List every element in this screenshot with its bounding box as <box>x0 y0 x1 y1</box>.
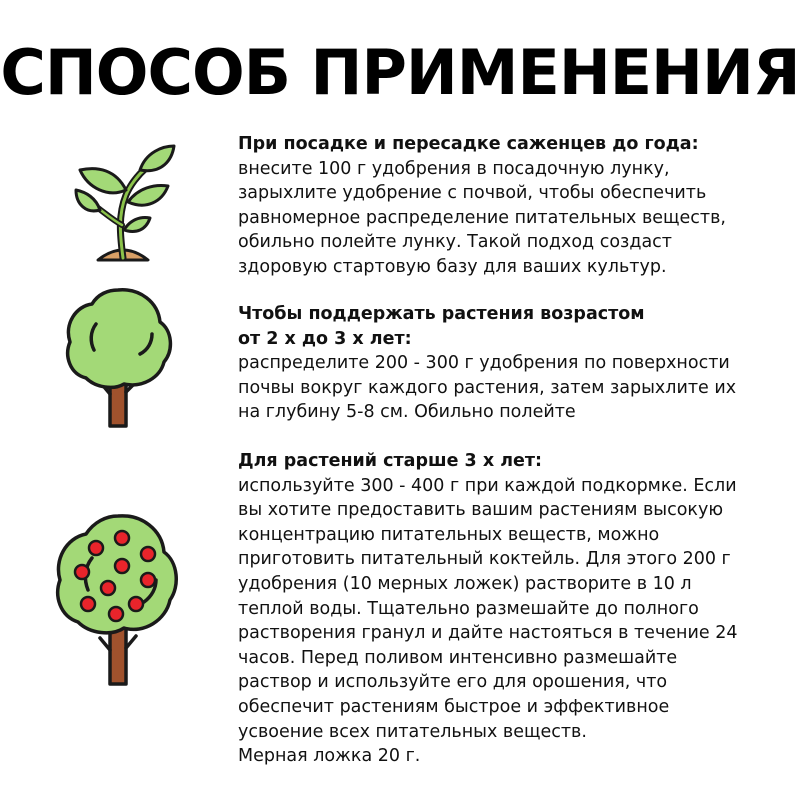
section-planting-seedlings <box>238 132 768 280</box>
body-line: концентрацию питательных веществ, можно <box>238 524 660 545</box>
body-line: раствор и используйте его для орошения, что <box>238 672 668 693</box>
tree-icon <box>60 284 176 432</box>
section-heading <box>238 449 768 474</box>
body-line: почвы вокруг каждого растения, затем зарыхлите их <box>238 377 737 398</box>
body-line: приготовить питательный коктейль. Для этого 200 г <box>238 549 731 570</box>
body-line: на глубину 5-8 см. Обильно полейте <box>238 402 576 423</box>
seedling-icon <box>68 140 178 265</box>
section-body <box>238 474 768 769</box>
body-line: здоровую стартовую базу для ваших культур. <box>238 256 667 277</box>
body-line: усвоение всех питательных веществ. <box>238 721 587 742</box>
heading-line: от 2 х до 3 х лет: <box>238 328 412 349</box>
body-line: обеспечит растениям быстрое и эффективное <box>238 696 670 717</box>
body-line: используйте 300 - 400 г при каждой подкормке. Если <box>238 475 737 496</box>
section-body <box>238 157 768 280</box>
section-plants-over-3-years <box>238 449 768 769</box>
body-line: растворения гранул и дайте настояться в течение 24 <box>238 623 738 644</box>
body-line: теплой воды. Тщательно размешайте до полного <box>238 598 699 619</box>
section-body <box>238 351 768 425</box>
heading-line: Для растений старше 3 х лет: <box>238 451 543 471</box>
body-line: равномерное распределение питательных веществ, <box>238 207 726 228</box>
heading-line: При посадке и пересадке саженцев до года: <box>238 134 699 154</box>
heading-line: Чтобы поддержать растения возрастом <box>238 304 645 324</box>
section-plants-2-3-years <box>238 302 768 425</box>
body-line: обильно полейте лунку. Такой подход создаст <box>238 232 672 253</box>
body-line: внесите 100 г удобрения в посадочную лунку, <box>238 158 670 179</box>
body-line: распределите 200 - 300 г удобрения по поверхности <box>238 353 730 374</box>
page-title: СПОСОБ ПРИМЕНЕНИЯ <box>0 36 800 109</box>
apple-tree-icon <box>52 510 182 690</box>
body-line: зарыхлите удобрение с почвой, чтобы обеспечить <box>238 183 707 204</box>
section-heading <box>238 132 768 157</box>
body-line: вы хотите предоставить вашим растениям высокую <box>238 500 724 521</box>
body-line: Мерная ложка 20 г. <box>238 746 421 767</box>
body-line: часов. Перед поливом интенсивно размешайте <box>238 647 678 668</box>
body-line: удобрения (10 мерных ложек) растворите в 10 л <box>238 573 692 594</box>
section-heading <box>238 302 768 351</box>
cropped-text-fragment <box>250 790 620 798</box>
